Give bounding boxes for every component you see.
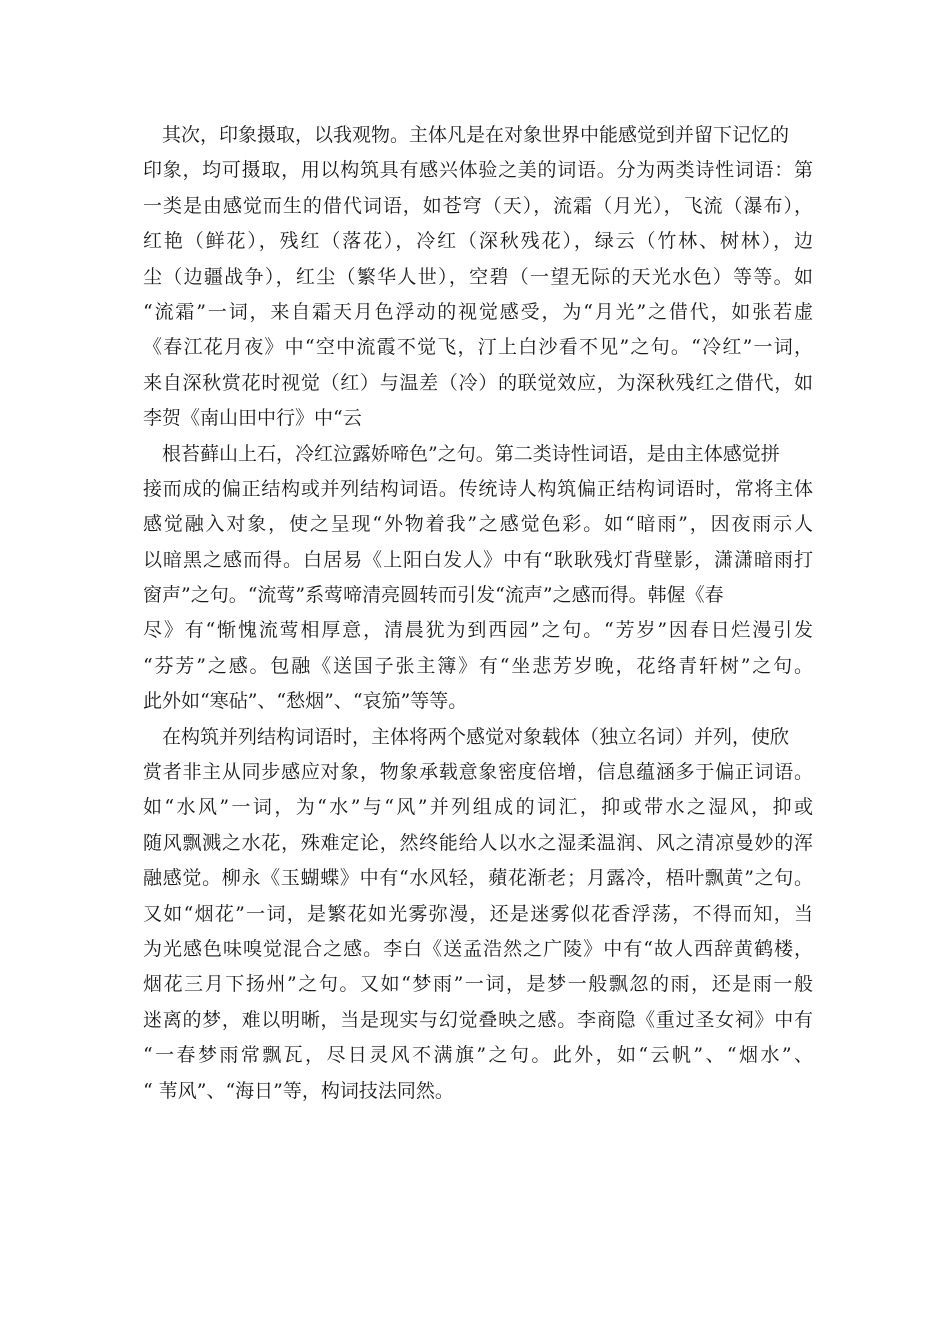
text-line: 融感觉。柳永《玉蝴蝶》中有“水风轻，蘋花渐老；月露冷，梧叶飘黄”之句。 bbox=[143, 867, 813, 890]
text-line: 印象，均可摄取，用以构筑具有感兴体验之美的词语。分为两类诗性词语：第 bbox=[143, 159, 813, 182]
text-line: 来自深秋赏花时视觉（红）与温差（冷）的联觉效应，为深秋残红之借代，如 bbox=[143, 371, 813, 394]
text-line: 一类是由感觉而生的借代词语，如苍穹（天），流霜（月光），飞流（瀑布）， bbox=[143, 194, 813, 217]
text-line: 赏者非主从同步感应对象，物象承载意象密度倍增，信息蕴涵多于偏正词语。 bbox=[143, 761, 813, 784]
text-line: 《春江花月夜》中“空中流霞不觉飞，汀上白沙看不见”之句。“冷红”一词， bbox=[143, 336, 813, 359]
text-line: 又如“烟花”一词，是繁花如光雾弥漫，还是迷雾似花香浮荡，不得而知，当 bbox=[143, 902, 813, 925]
text-line: 感觉融入对象，使之呈现“外物着我”之感觉色彩。如“暗雨”，因夜雨示人 bbox=[143, 513, 813, 536]
text-line: 接而成的偏正结构或并列结构词语。传统诗人构筑偏正结构词语时，常将主体 bbox=[143, 477, 813, 500]
text-line: “ 苇风”、“海日”等，构词技法同然。 bbox=[143, 1079, 454, 1102]
text-line: 红艳（鲜花），残红（落花），冷红（深秋残花），绿云（竹林、树林），边 bbox=[143, 230, 813, 253]
text-line: 根苔藓山上石，冷红泣露娇啼色”之句。第二类诗性词语，是由主体感觉拼 bbox=[162, 442, 780, 465]
text-line: 以暗黑之感而得。白居易《上阳白发人》中有“耿耿残灯背壁影，潇潇暗雨打 bbox=[143, 548, 813, 571]
text-line: 其次，印象摄取，以我观物。主体凡是在对象世界中能感觉到并留下记忆的 bbox=[162, 124, 790, 146]
text-line: 为光感色味嗅觉混合之感。李白《送孟浩然之广陵》中有“故人西辞黄鹤楼， bbox=[143, 937, 813, 960]
text-line: 烟花三月下扬州”之句。又如“梦雨”一词，是梦一般飘忽的雨，还是雨一般 bbox=[143, 973, 813, 996]
text-line: 窗声”之句。“流莺”系莺啼清亮圆转而引发“流声”之感而得。韩偓《春 bbox=[143, 584, 724, 607]
text-line: “芬芳”之感。包融《送国子张主簿》有“坐悲芳岁晚，花络青轩树”之句。 bbox=[143, 654, 813, 677]
text-line: 尘（边疆战争），红尘（繁华人世），空碧（一望无际的天光水色）等等。如 bbox=[143, 265, 813, 288]
text-line: 此外如“寒砧”、“愁烟”、“哀笳”等等。 bbox=[143, 690, 468, 713]
text-line: 尽》有“惭愧流莺相厚意，清晨犹为到西园”之句。“芳岁”因春日烂漫引发 bbox=[143, 619, 813, 642]
text-line: 在构筑并列结构词语时，主体将两个感觉对象载体（独立名词）并列，使欣 bbox=[162, 725, 790, 748]
text-line: 李贺《南山田中行》中“云 bbox=[143, 407, 362, 430]
text-line: 随风飘溅之水花，殊难定论，然终能给人以水之湿柔温润、风之清凉曼妙的浑 bbox=[143, 831, 813, 854]
text-line: “流霜”一词，来自霜天月色浮动的视觉感受，为“月光”之借代，如张若虚 bbox=[143, 300, 813, 323]
text-line: 如“水风”一词，为“水”与“风”并列组成的词汇，抑或带水之湿风，抑或 bbox=[143, 796, 813, 819]
body-text bbox=[143, 118, 813, 1109]
text-line: 迷离的梦，难以明晰，当是现实与幻觉叠映之感。李商隐《重过圣女祠》中有 bbox=[143, 1008, 813, 1031]
text-line: “一春梦雨常飘瓦，尽日灵风不满旗”之句。此外，如“云帆”、“烟水”、 bbox=[143, 1044, 813, 1067]
